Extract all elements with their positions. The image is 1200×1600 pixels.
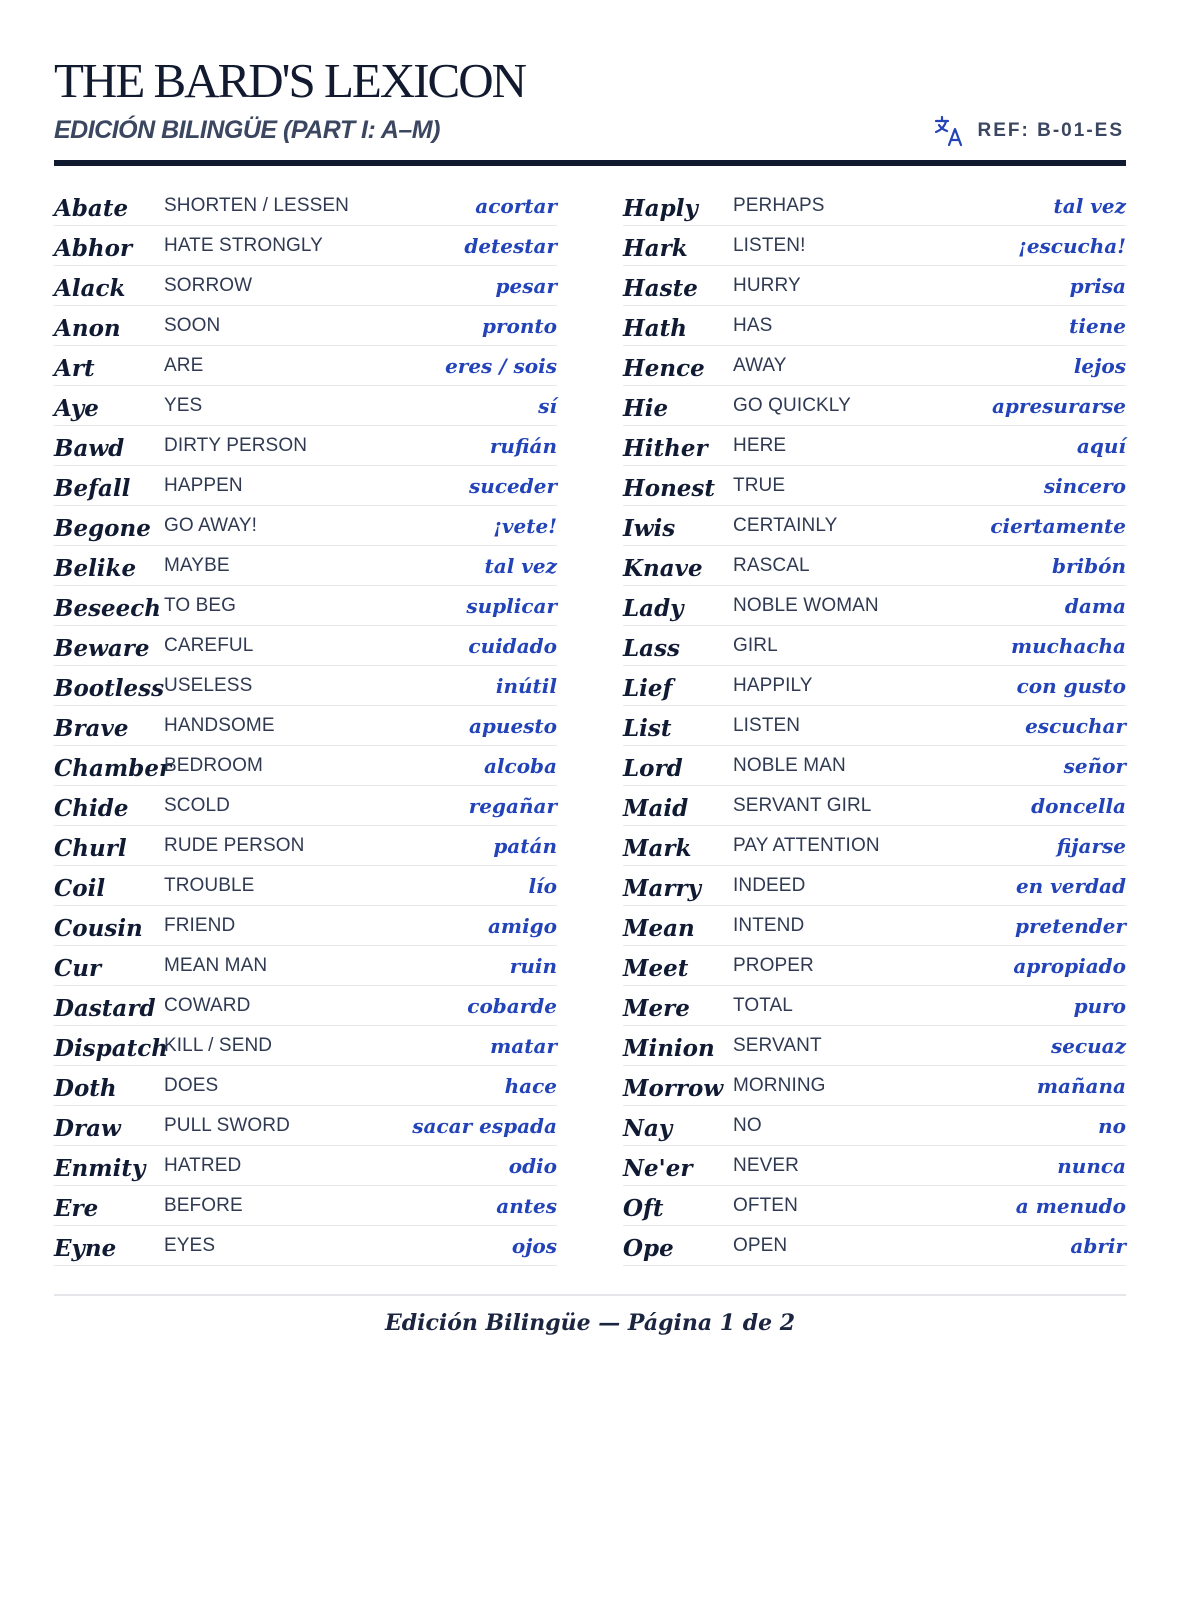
entry-meaning: LISTEN!	[733, 234, 806, 256]
entry-meaning: HAPPEN	[164, 474, 243, 496]
glossary-entry	[54, 706, 557, 746]
entry-spanish: no	[1098, 1113, 1126, 1138]
entry-meaning: SOON	[164, 314, 221, 336]
entry-meaning: SERVANT GIRL	[733, 794, 872, 816]
entry-word: Bawd	[54, 435, 125, 462]
entry-word: Abate	[54, 195, 129, 222]
glossary-entry	[623, 906, 1126, 946]
glossary-entry	[623, 1106, 1126, 1146]
glossary-entry	[623, 706, 1126, 746]
entry-spanish: apuesto	[468, 713, 557, 738]
entry-spanish: lío	[528, 873, 557, 898]
glossary-entry	[54, 866, 557, 906]
entry-spanish: hace	[504, 1073, 557, 1098]
entry-meaning: TROUBLE	[164, 874, 255, 896]
entry-word: Haste	[623, 275, 698, 302]
entry-word: Dastard	[54, 995, 156, 1022]
entry-word: Chide	[54, 795, 129, 822]
glossary-entry	[54, 386, 557, 426]
entry-meaning: TRUE	[733, 474, 786, 496]
glossary-entry	[623, 866, 1126, 906]
glossary-entry	[623, 186, 1126, 226]
entry-word: Hie	[623, 395, 669, 422]
entry-meaning: RASCAL	[733, 554, 810, 576]
entry-word: Alack	[54, 275, 126, 302]
entry-word: Belike	[54, 555, 137, 582]
entry-meaning: AWAY	[733, 354, 787, 376]
entry-spanish: prisa	[1069, 273, 1126, 298]
entry-spanish: patán	[493, 833, 557, 858]
entry-word: Hence	[623, 355, 705, 382]
entry-word: Bootless	[54, 675, 165, 702]
glossary-entry	[54, 906, 557, 946]
glossary-entry	[54, 1066, 557, 1106]
glossary-column-left	[54, 186, 557, 1266]
reference-block	[934, 115, 1124, 147]
entry-word: Coil	[54, 875, 106, 902]
entry-word: Iwis	[623, 515, 676, 542]
entry-meaning: PAY ATTENTION	[733, 834, 880, 856]
entry-spanish: pronto	[482, 313, 557, 338]
glossary-entry	[54, 306, 557, 346]
entry-meaning: SHORTEN / LESSEN	[164, 194, 349, 216]
entry-meaning: OPEN	[733, 1234, 788, 1256]
glossary-entry	[623, 346, 1126, 386]
entry-spanish: suceder	[469, 473, 557, 498]
entry-word: Befall	[54, 475, 131, 502]
entry-meaning: INDEED	[733, 874, 806, 896]
glossary-entry	[623, 1186, 1126, 1226]
entry-spanish: sí	[538, 393, 557, 418]
entry-spanish: a menudo	[1015, 1193, 1126, 1218]
entry-meaning: OFTEN	[733, 1194, 798, 1216]
entry-spanish: ¡vete!	[493, 513, 557, 538]
entry-word: Anon	[54, 315, 121, 342]
footer-rule	[54, 1294, 1126, 1296]
glossary-entry	[54, 746, 557, 786]
header-rule	[54, 160, 1126, 166]
entry-spanish: en verdad	[1015, 873, 1126, 898]
entry-meaning: CERTAINLY	[733, 514, 838, 536]
entry-meaning: HATRED	[164, 1154, 242, 1176]
glossary-entry	[54, 786, 557, 826]
glossary-entry	[623, 1066, 1126, 1106]
entry-word: Hath	[623, 315, 687, 342]
entry-spanish: secuaz	[1050, 1033, 1126, 1058]
entry-spanish: doncella	[1031, 793, 1126, 818]
entry-meaning: TOTAL	[733, 994, 793, 1016]
glossary-entry	[54, 626, 557, 666]
entry-meaning: BEDROOM	[164, 754, 263, 776]
glossary-entry	[54, 506, 557, 546]
entry-word: Enmity	[54, 1155, 146, 1182]
entry-meaning: HATE STRONGLY	[164, 234, 323, 256]
entry-spanish: antes	[496, 1193, 557, 1218]
reference-code: REF: B-01-ES	[977, 120, 1124, 141]
entry-meaning: NEVER	[733, 1154, 799, 1176]
entry-spanish: pretender	[1015, 913, 1126, 938]
entry-spanish: inútil	[495, 673, 557, 698]
glossary-entry	[623, 626, 1126, 666]
glossary-columns	[54, 186, 1126, 1266]
entry-word: Churl	[54, 835, 127, 862]
entry-meaning: MAYBE	[164, 554, 230, 576]
entry-spanish: amigo	[487, 913, 557, 938]
glossary-entry	[623, 506, 1126, 546]
glossary-entry	[623, 666, 1126, 706]
entry-meaning: PERHAPS	[733, 194, 825, 216]
glossary-entry	[623, 426, 1126, 466]
page-footer: Edición Bilingüe — Página 1 de 2	[384, 1310, 796, 1336]
glossary-entry	[54, 1186, 557, 1226]
entry-word: Lass	[623, 635, 680, 662]
glossary-entry	[54, 466, 557, 506]
glossary-entry	[623, 266, 1126, 306]
entry-spanish: escuchar	[1025, 713, 1126, 738]
entry-spanish: matar	[490, 1033, 557, 1058]
glossary-entry	[54, 986, 557, 1026]
glossary-entry	[623, 546, 1126, 586]
entry-word: Beseech	[54, 595, 162, 622]
glossary-entry	[623, 1226, 1126, 1266]
entry-word: Doth	[54, 1075, 117, 1102]
entry-meaning: NOBLE MAN	[733, 754, 846, 776]
entry-word: Ne'er	[623, 1155, 693, 1182]
entry-word: Beware	[54, 635, 150, 662]
glossary-entry	[623, 786, 1126, 826]
glossary-entry	[623, 306, 1126, 346]
entry-word: Meet	[623, 955, 689, 982]
entry-word: Hark	[623, 235, 688, 262]
entry-meaning: GIRL	[733, 634, 778, 656]
entry-meaning: EYES	[164, 1234, 216, 1256]
entry-meaning: USELESS	[164, 674, 253, 696]
page-title: THE BARD'S LEXICON	[54, 53, 525, 108]
glossary-entry	[54, 266, 557, 306]
entry-word: Eyne	[54, 1235, 117, 1262]
entry-word: Brave	[54, 715, 129, 742]
entry-spanish: suplicar	[466, 593, 557, 618]
entry-word: Maid	[623, 795, 689, 822]
entry-word: Mere	[623, 995, 690, 1022]
entry-word: Ere	[54, 1195, 99, 1222]
entry-spanish: ciertamente	[990, 513, 1126, 538]
glossary-entry	[623, 746, 1126, 786]
entry-word: Knave	[623, 555, 703, 582]
entry-spanish: lejos	[1073, 353, 1126, 378]
entry-spanish: con gusto	[1016, 673, 1126, 698]
entry-spanish: apropiado	[1013, 953, 1126, 978]
entry-word: Begone	[54, 515, 151, 542]
entry-word: Nay	[623, 1115, 673, 1142]
entry-spanish: apresurarse	[991, 393, 1126, 418]
entry-meaning: PULL SWORD	[164, 1114, 290, 1136]
entry-spanish: bribón	[1052, 553, 1126, 578]
entry-meaning: KILL / SEND	[164, 1034, 273, 1056]
entry-word: Oft	[623, 1195, 664, 1222]
entry-spanish: cobarde	[467, 993, 557, 1018]
entry-spanish: odio	[508, 1153, 557, 1178]
glossary-entry	[623, 986, 1126, 1026]
entry-word: Lady	[623, 595, 684, 622]
entry-spanish: acortar	[475, 193, 557, 218]
glossary-entry	[54, 1026, 557, 1066]
entry-meaning: SORROW	[164, 274, 253, 296]
glossary-entry	[54, 226, 557, 266]
glossary-entry	[623, 826, 1126, 866]
glossary-entry	[54, 666, 557, 706]
entry-spanish: puro	[1073, 993, 1126, 1018]
entry-meaning: ARE	[164, 354, 204, 376]
entry-spanish: señor	[1063, 753, 1126, 778]
entry-meaning: NOBLE WOMAN	[733, 594, 879, 616]
glossary-entry	[623, 386, 1126, 426]
entry-meaning: HAS	[733, 314, 773, 336]
entry-word: List	[623, 715, 672, 742]
entry-word: Mark	[623, 835, 692, 862]
entry-word: Aye	[54, 395, 99, 422]
entry-spanish: detestar	[464, 233, 557, 258]
entry-spanish: sacar espada	[412, 1113, 557, 1138]
glossary-entry	[623, 466, 1126, 506]
entry-meaning: DIRTY PERSON	[164, 434, 308, 456]
entry-word: Hither	[623, 435, 708, 462]
entry-meaning: INTEND	[733, 914, 805, 936]
entry-word: Cur	[54, 955, 102, 982]
entry-meaning: HANDSOME	[164, 714, 275, 736]
entry-word: Morrow	[623, 1075, 724, 1102]
entry-meaning: RUDE PERSON	[164, 834, 305, 856]
glossary-entry	[54, 946, 557, 986]
entry-spanish: dama	[1064, 593, 1126, 618]
entry-spanish: tiene	[1069, 313, 1126, 338]
entry-word: Minion	[623, 1035, 715, 1062]
entry-word: Mean	[623, 915, 695, 942]
entry-meaning: MEAN MAN	[164, 954, 268, 976]
entry-spanish: mañana	[1036, 1073, 1126, 1098]
entry-spanish: sincero	[1043, 473, 1126, 498]
glossary-entry	[54, 546, 557, 586]
entry-word: Dispatch	[54, 1035, 168, 1062]
entry-meaning: GO AWAY!	[164, 514, 257, 536]
entry-meaning: YES	[164, 394, 203, 416]
glossary-entry	[54, 1106, 557, 1146]
entry-spanish: regañar	[468, 793, 557, 818]
entry-word: Haply	[623, 195, 698, 222]
glossary-entry	[623, 226, 1126, 266]
entry-word: Ope	[623, 1235, 674, 1262]
entry-meaning: GO QUICKLY	[733, 394, 851, 416]
entry-word: Honest	[623, 475, 715, 502]
entry-spanish: pesar	[495, 273, 557, 298]
entry-meaning: DOES	[164, 1074, 219, 1096]
entry-word: Abhor	[54, 235, 133, 262]
entry-word: Art	[54, 355, 95, 382]
page-subtitle: EDICIÓN BILINGÜE (PART I: A–M)	[54, 116, 440, 144]
entry-meaning: HAPPILY	[733, 674, 813, 696]
entry-spanish: nunca	[1057, 1153, 1126, 1178]
entry-meaning: PROPER	[733, 954, 814, 976]
glossary-entry	[54, 826, 557, 866]
entry-word: Lord	[623, 755, 683, 782]
entry-spanish: rufián	[489, 433, 557, 458]
entry-word: Draw	[54, 1115, 121, 1142]
lexicon-page	[54, 50, 1126, 1336]
entry-meaning: HURRY	[733, 274, 801, 296]
entry-meaning: SERVANT	[733, 1034, 822, 1056]
entry-spanish: fijarse	[1056, 833, 1126, 858]
glossary-entry	[54, 426, 557, 466]
glossary-entry	[623, 1026, 1126, 1066]
entry-meaning: MORNING	[733, 1074, 826, 1096]
glossary-entry	[623, 586, 1126, 626]
entry-word: Lief	[623, 675, 673, 702]
glossary-entry	[623, 1146, 1126, 1186]
entry-meaning: TO BEG	[164, 594, 237, 616]
entry-meaning: CAREFUL	[164, 634, 254, 656]
entry-spanish: ruin	[509, 953, 557, 978]
glossary-entry	[54, 1146, 557, 1186]
entry-word: Cousin	[54, 915, 143, 942]
entry-spanish: abrir	[1070, 1233, 1126, 1258]
entry-meaning: HERE	[733, 434, 787, 456]
header	[54, 50, 1126, 166]
entry-spanish: ¡escucha!	[1018, 233, 1126, 258]
entry-meaning: LISTEN	[733, 714, 801, 736]
entry-meaning: FRIEND	[164, 914, 236, 936]
entry-spanish: cuidado	[468, 633, 557, 658]
entry-spanish: tal vez	[1053, 193, 1126, 218]
glossary-entry	[623, 946, 1126, 986]
entry-meaning: NO	[733, 1114, 762, 1136]
entry-spanish: ojos	[511, 1233, 557, 1258]
glossary-entry	[54, 346, 557, 386]
translate-icon	[934, 115, 964, 147]
entry-spanish: alcoba	[483, 753, 557, 778]
glossary-entry	[54, 1226, 557, 1266]
entry-word: Marry	[623, 875, 701, 902]
entry-meaning: SCOLD	[164, 794, 230, 816]
entry-spanish: muchacha	[1010, 633, 1126, 658]
glossary-entry	[54, 586, 557, 626]
entry-word: Chamber	[54, 755, 172, 782]
entry-spanish: eres / sois	[445, 353, 557, 378]
entry-spanish: aquí	[1076, 433, 1126, 458]
glossary-column-right	[623, 186, 1126, 1266]
entry-spanish: tal vez	[484, 553, 557, 578]
entry-meaning: BEFORE	[164, 1194, 243, 1216]
glossary-entry	[54, 186, 557, 226]
entry-meaning: COWARD	[164, 994, 251, 1016]
